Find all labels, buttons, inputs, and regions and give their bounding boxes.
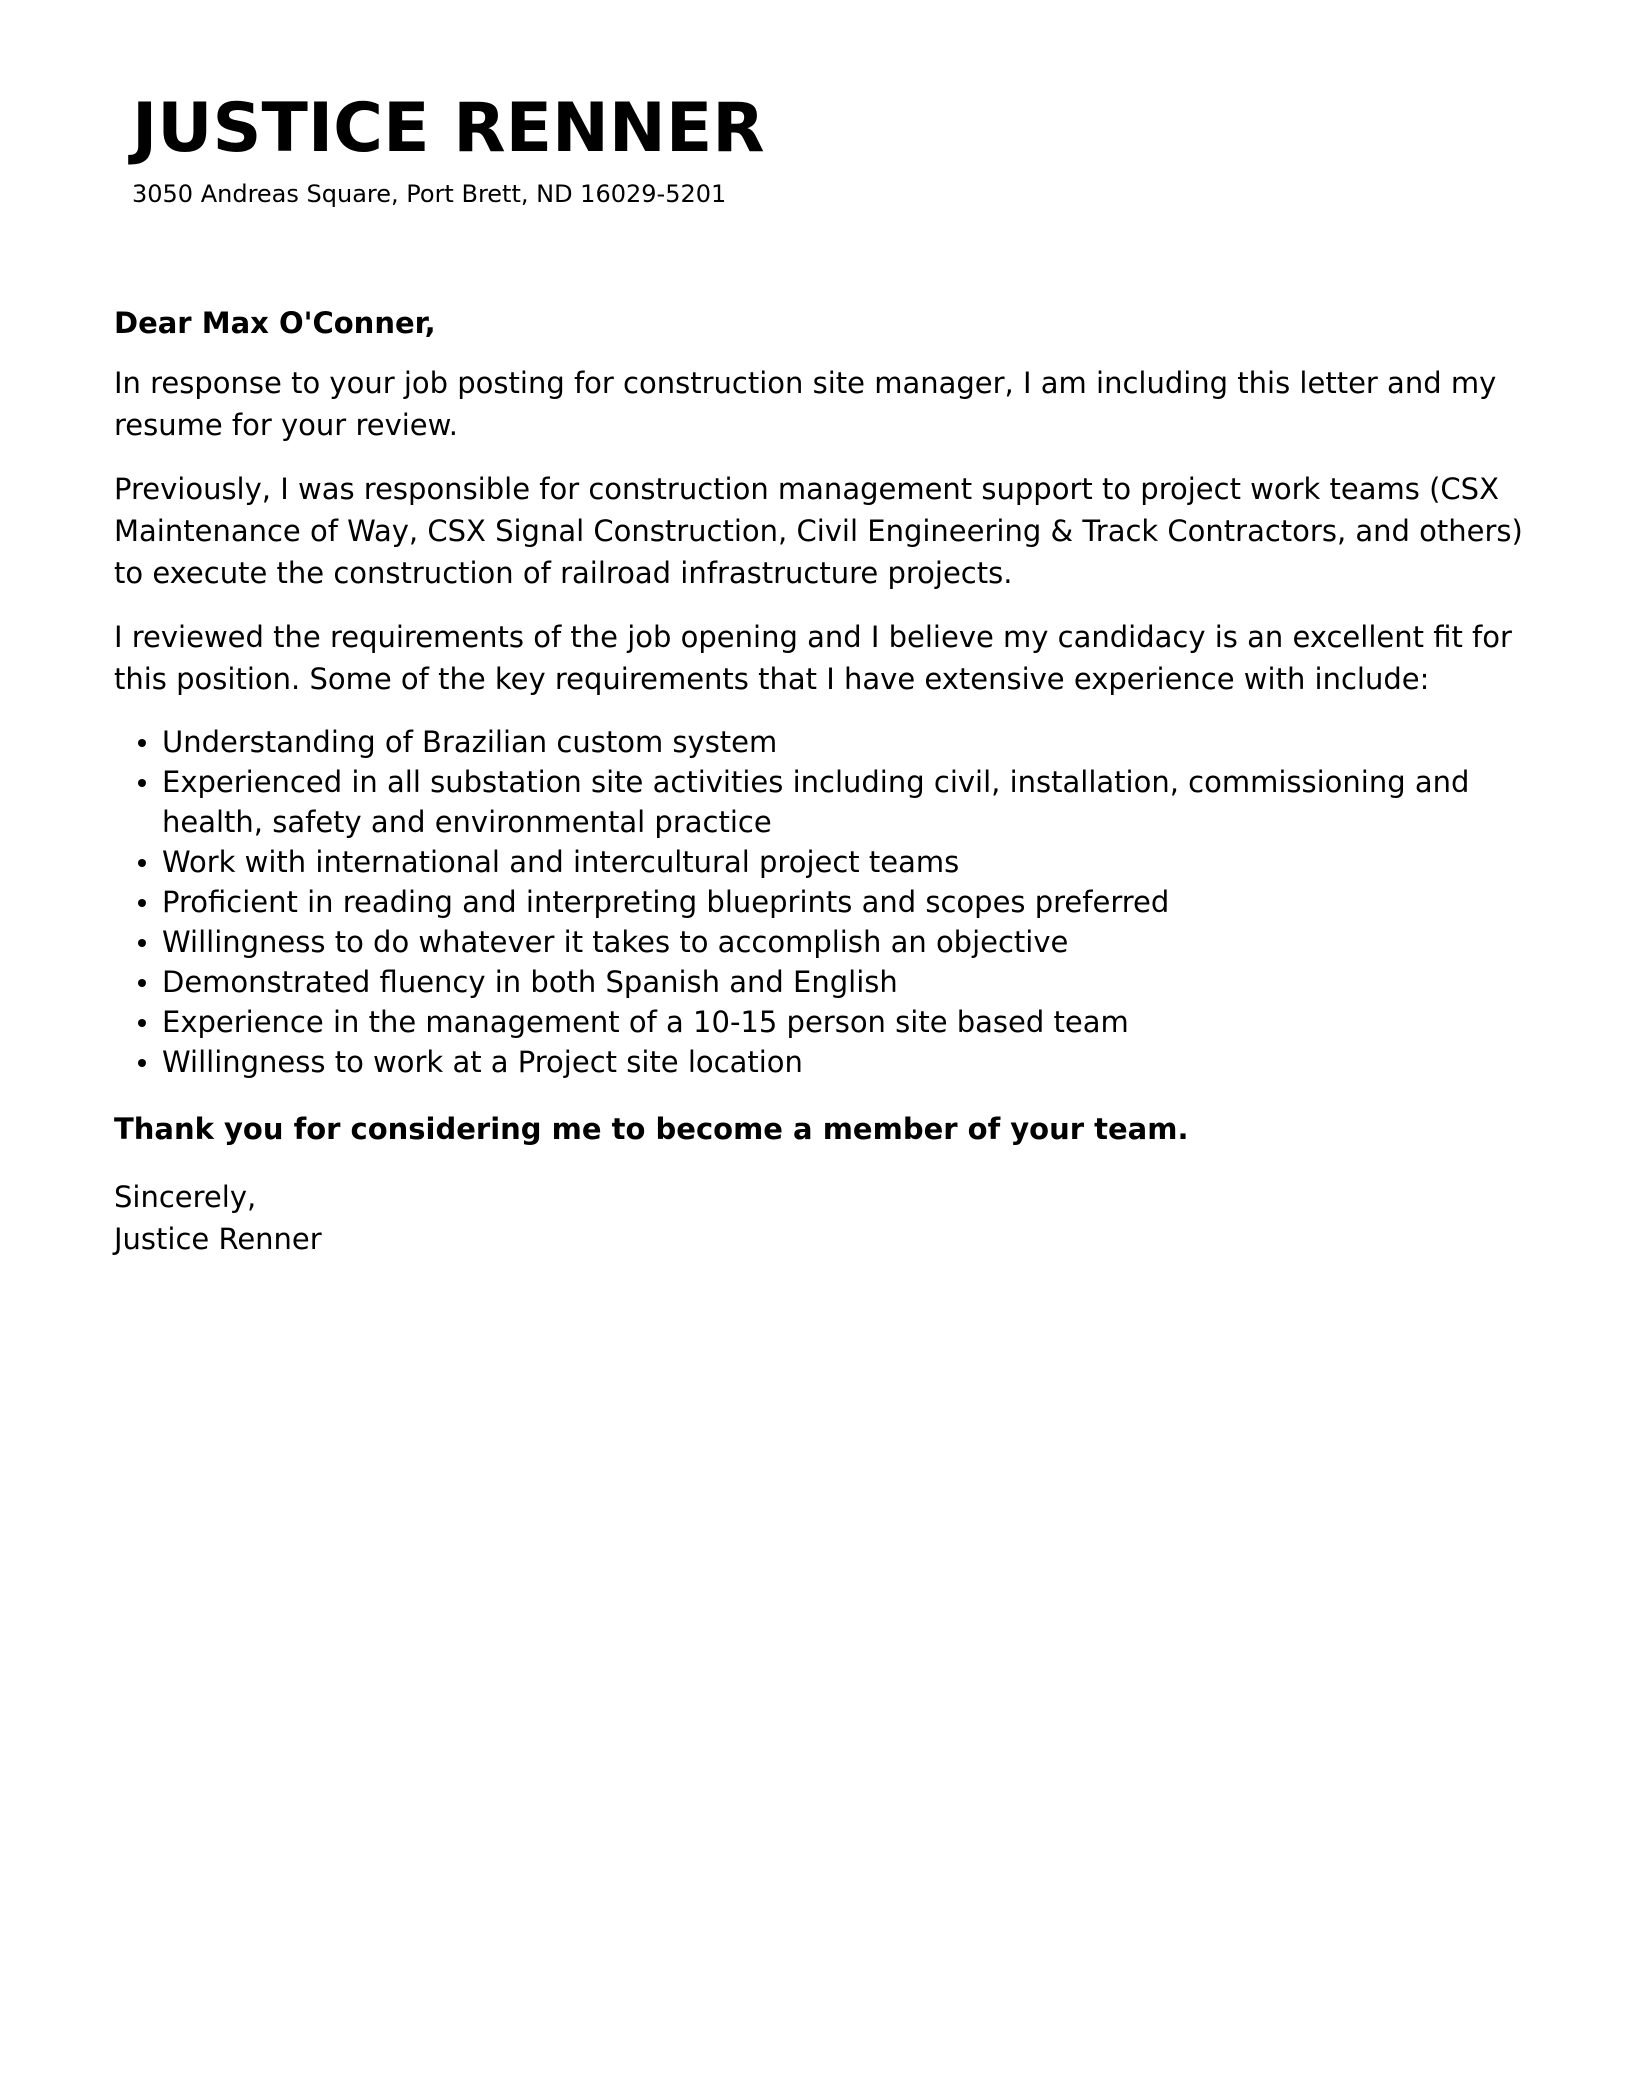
paragraph-intro: In response to your job posting for construction site manager, I am including this letter and my resume for your review. xyxy=(114,366,1497,442)
signoff: Sincerely, xyxy=(114,1180,257,1214)
salutation: Dear Max O'Conner, xyxy=(114,306,436,340)
requirement-item: Willingness to work at a Project site location xyxy=(162,1042,1544,1082)
paragraph-experience: Previously, I was responsible for construction management support to project work teams (CSX Maintenance of Way, CSX Signal Construction, Civil Engineering & Track Contractors, and others) to execute the construction of railroad infrastructure projects. xyxy=(114,472,1523,590)
requirement-item: Demonstrated fluency in both Spanish and English xyxy=(162,962,1544,1002)
applicant-address: 3050 Andreas Square, Port Brett, ND 16029-5201 xyxy=(132,180,727,208)
requirement-item: Experienced in all substation site activities including civil, installation, commissioning and health, safety and environmental practice xyxy=(162,762,1544,842)
letter-body xyxy=(114,302,1544,1260)
requirement-item: Willingness to do whatever it takes to accomplish an objective xyxy=(162,922,1544,962)
signature-name: Justice Renner xyxy=(114,1222,322,1256)
applicant-name: JUSTICE RENNER xyxy=(132,89,765,168)
requirement-item: Work with international and intercultural project teams xyxy=(162,842,1544,882)
requirement-item: Understanding of Brazilian custom system xyxy=(162,722,1544,762)
paragraph-requirements-intro: I reviewed the requirements of the job opening and I believe my candidacy is an excellent fit for this position. Some of the key requirements that I have extensive experience with include: xyxy=(114,620,1512,696)
requirement-item: Experience in the management of a 10-15 person site based team xyxy=(162,1002,1544,1042)
requirement-item: Proficient in reading and interpreting blueprints and scopes preferred xyxy=(162,882,1544,922)
closing-line: Thank you for considering me to become a member of your team. xyxy=(114,1112,1189,1146)
requirements-list xyxy=(114,722,1544,1082)
letter-header xyxy=(132,90,765,210)
